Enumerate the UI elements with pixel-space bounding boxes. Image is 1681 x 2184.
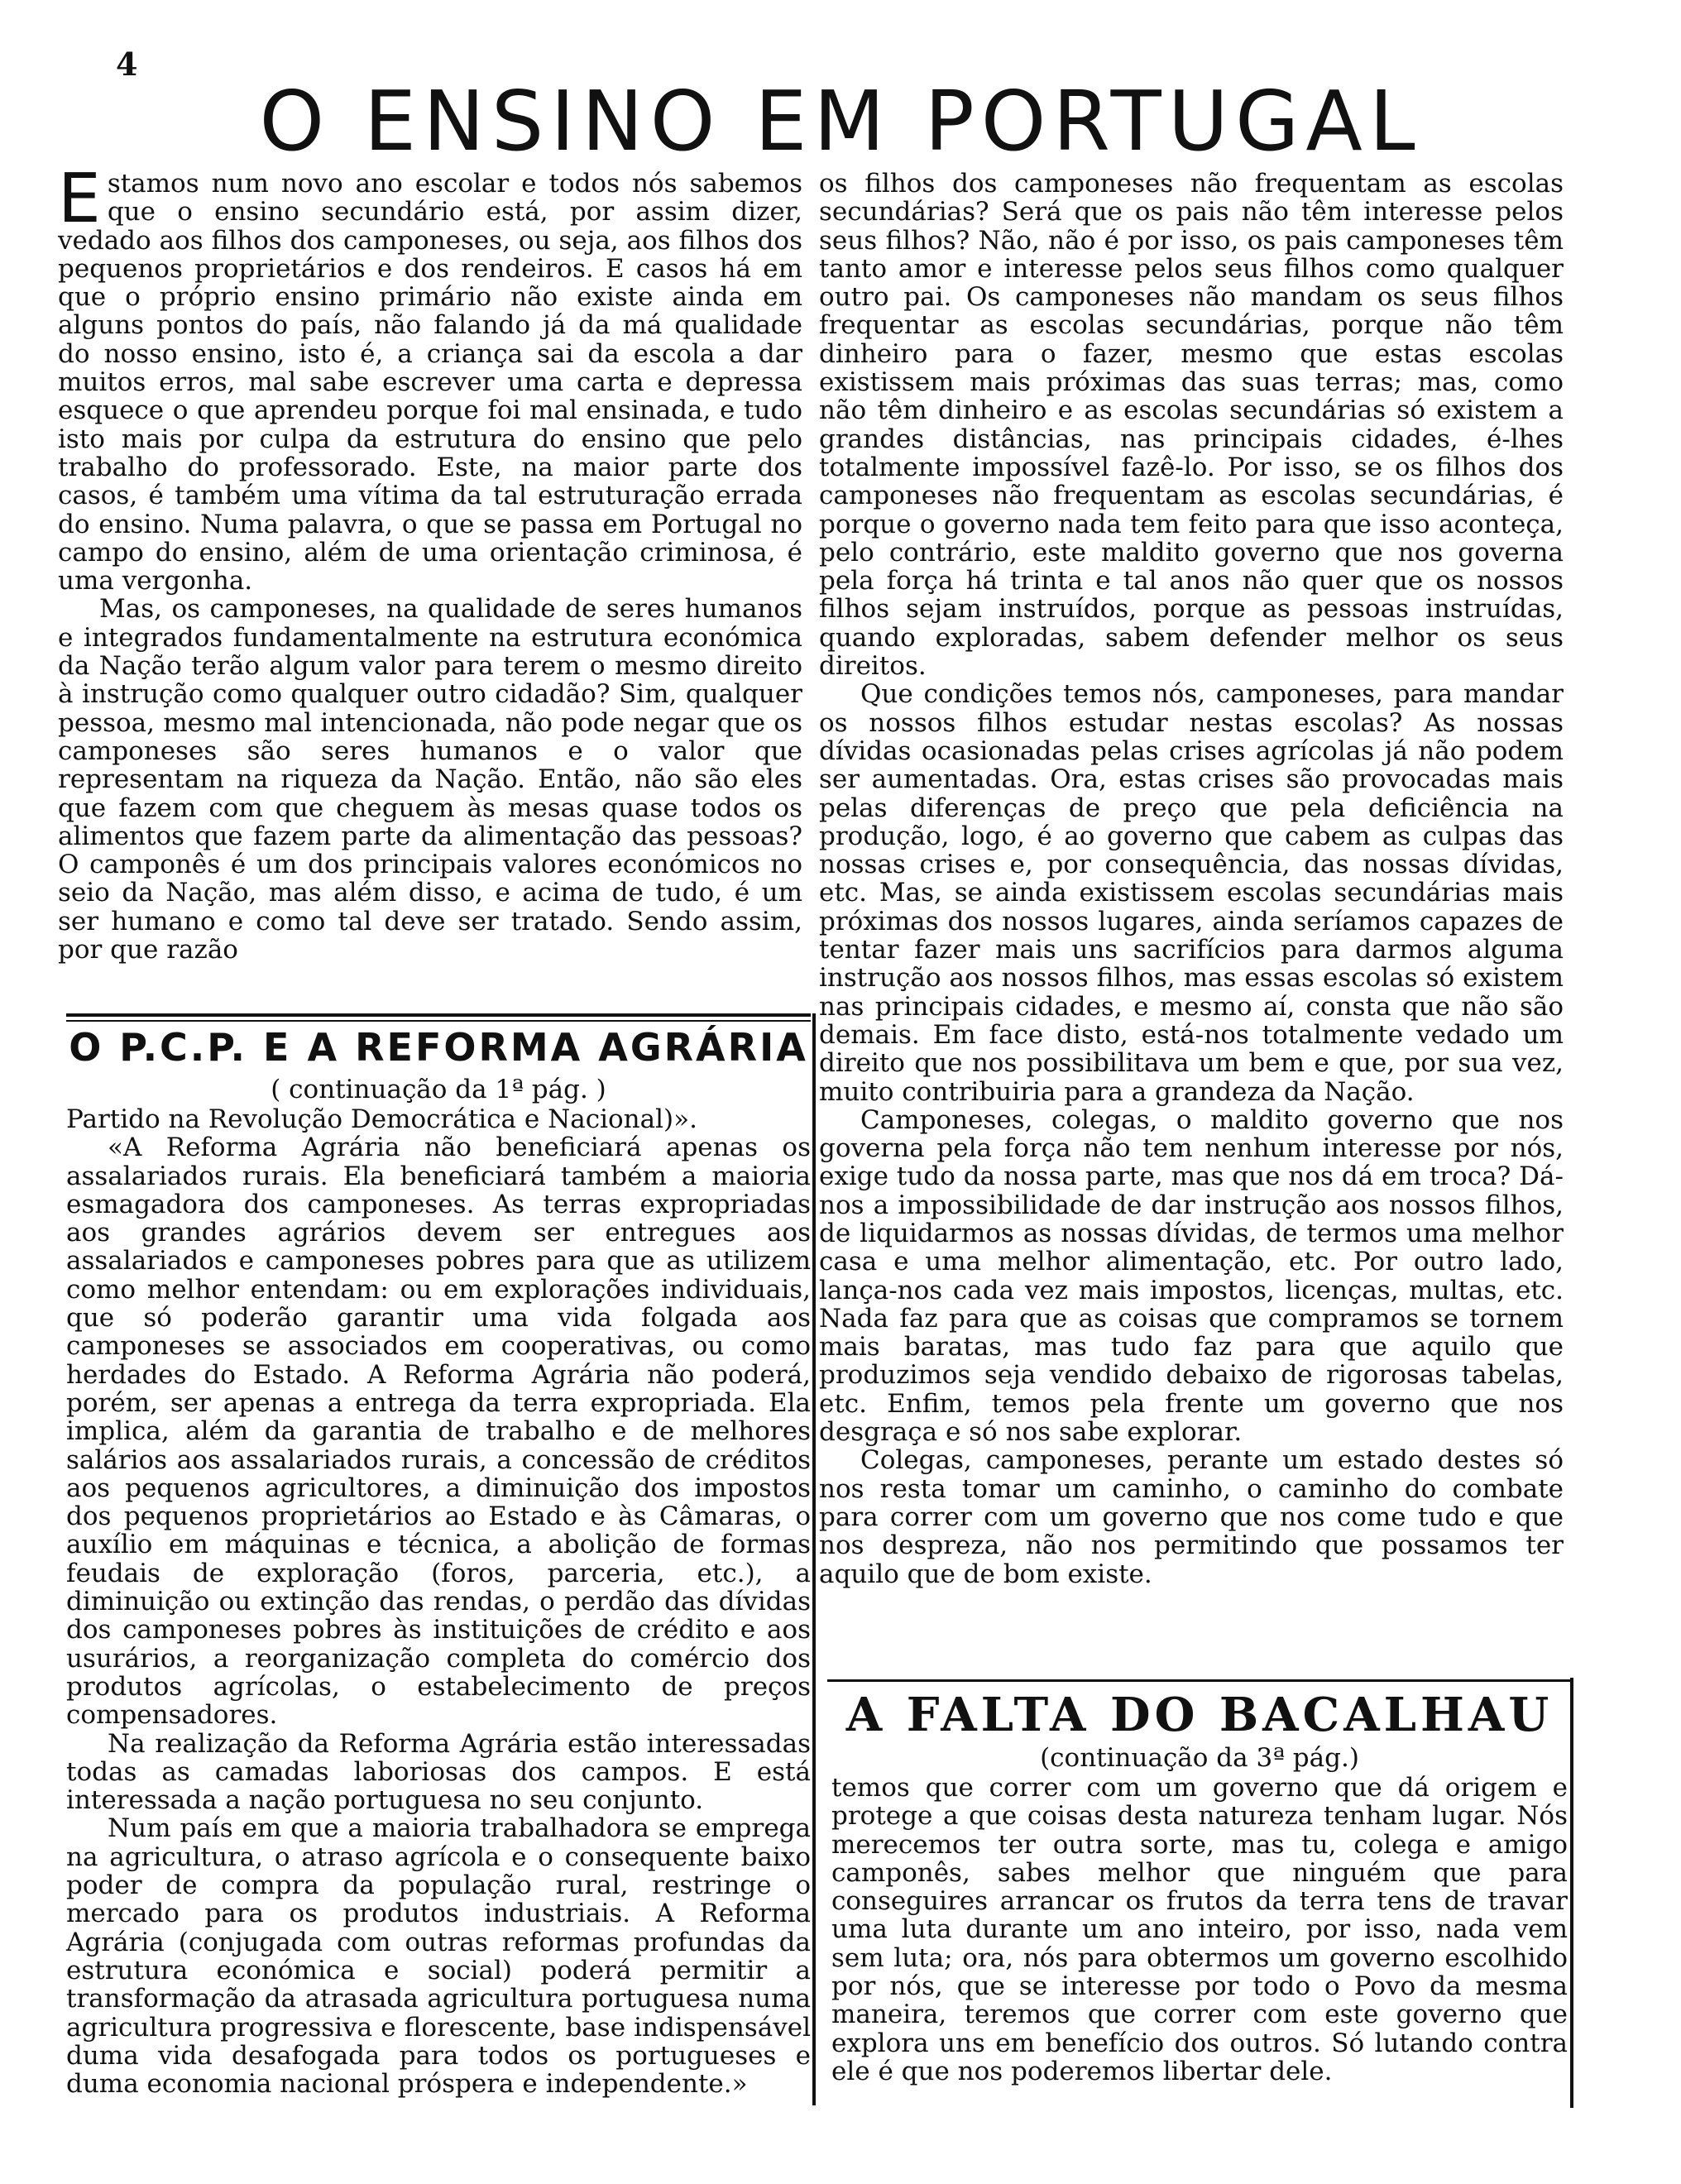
- pcp-paragraph-3: Na realização da Reforma Agrária estão interessadas todas as camadas laboriosas dos campos. E está interessada a nação portuguesa no seu conjunto.: [66, 1728, 811, 1816]
- page-title: O ENSINO EM PORTUGAL: [259, 73, 1422, 170]
- column-rule-right: [1570, 1678, 1573, 2108]
- bacalhau-article-title: A FALTA DO BACALHAU: [845, 1688, 1554, 1742]
- pcp-paragraph-4: Num país em que a maioria trabalhadora se emprega na agricultura, o atraso agrícola e o consequente baixo poder de compra da população rural, restringe o mercado para os produtos industriais. A Reforma Agrária (conjugada com outras reformas profundas da estrutura económica e social) poderá permitir a transformação da atrasada agricultura portuguesa numa agricultura progressiva e florescente, base indispensável duma vida desafogada para todos os portugueses e duma economia nacional próspera e independente.»: [66, 1813, 811, 2100]
- drop-cap: E: [58, 160, 101, 238]
- section-divider-right: [827, 1679, 1572, 1682]
- ensino-paragraph-4: Que condições temos nós, camponeses, para mandar os nossos filhos estudar nestas escolas? As nossas dívidas ocasionadas pelas crises agrícolas já não podem ser aumentadas. Ora, estas crises são provocadas mais pelas diferenças de preço que pela deficiência na produção, logo, é ao governo que cabem as culpas das nossas crises e, por consequência, das nossas dívidas, etc. Mas, se ainda existissem escolas secundárias mais próximas dos nossos lugares, ainda seríamos capazes de tentar fazer mais uns sacrifícios para darmos alguma instrução aos nossos filhos, mas essas escolas só existem nas principais cidades, e mesmo aí, consta que não são demais. Em face disto, está-nos totalmente vedado um direito que nos possibilitava um bem e que, por sua vez, muito contribuiria para a grandeza da Nação.: [819, 679, 1564, 1107]
- ensino-column-left: [58, 160, 802, 965]
- pcp-paragraph-1: Partido na Revolução Democrática e Nacional)».: [66, 1104, 697, 1134]
- ensino-paragraph-6: Colegas, camponeses, perante um estado destes só nos resta tomar um caminho, o caminho do combate para correr com um governo que nos come tudo e que nos despreza, não nos permitindo que possamos ter aquilo que de bom existe.: [819, 1445, 1564, 1589]
- page-number: 4: [116, 46, 138, 83]
- pcp-continuation-note: ( continuação da 1ª pág. ): [271, 1075, 606, 1104]
- ensino-paragraph-5: Camponeses, colegas, o maldito governo que nos governa pela força não tem nenhum interesse por nós, exige tudo da nossa parte, mas que nos dá em troca? Dá-nos a impossibilidade de dar instrução aos nossos filhos, de liquidarmos as nossas dívidas, de termos uma melhor casa e uma melhor alimentação, etc. Por outro lado, lança-nos cada vez mais impostos, licenças, multas, etc. Nada faz para que as coisas que compramos se tornem mais baratas, mas tudo faz para que aquilo que produzimos seja vendido debaixo de rigorosas tabelas, etc. Enfim, temos pela frente um governo que nos desgraça e só nos sabe explorar.: [819, 1104, 1564, 1448]
- ensino-paragraph-1-text: stamos num novo ano escolar e todos nós sabemos que o ensino secundário está, por assim dizer, vedado aos filhos dos camponeses, ou seja, aos filhos dos pequenos proprietários e dos rendeiros. E casos há em que o próprio ensino primário não existe ainda em alguns pontos do país, não falando já da má qualidade do nosso ensino, isto é, a criança sai da escola a dar muitos erros, mal sabe escrever uma carta e depressa esquece o que aprendeu porque foi mal ensinada, e tudo isto mais por culpa da estrutura do ensino que pelo trabalho do professorado. Este, na maior parte dos casos, é também uma vítima da tal estruturação errada do ensino. Numa palavra, o que se passa em Portugal no campo do ensino, além de uma orientação criminosa, é uma vergonha.: [58, 169, 802, 596]
- pcp-article-title: O P.C.P. E A REFORMA AGRÁRIA: [69, 1025, 808, 1070]
- section-divider: [66, 1013, 811, 1017]
- ensino-paragraph-2: Mas, os camponeses, na qualidade de seres humanos e integrados fundamentalmente na estrutura económica da Nação terão algum valor para terem o mesmo direito à instrução como qualquer outro cidadão? Sim, qualquer pessoa, mesmo mal intencionada, não pode negar que os camponeses são seres humanos e o valor que representam na riqueza da Nação. Então, não são eles que fazem com que cheguem às mesas quase todos os alimentos que fazem parte da alimentação das pessoas? O camponês é um dos principais valores económicos no seio da Nação, mas além disso, e acima de tudo, é um ser humano e como tal deve ser tratado. Sendo assim, por que razão: [58, 594, 802, 965]
- pcp-paragraph-2: «A Reforma Agrária não beneficiará apenas os assalariados rurais. Ela beneficiará também a maioria esmagadora dos camponeses. As terras expropriadas aos grandes agrários devem ser entregues aos assalariados e camponeses pobres para que as utilizem como melhor entendam: ou em explorações individuais, que só poderão garantir uma vida folgada aos camponeses se associados em cooperativas, ou como herdades do Estado. A Reforma Agrária não poderá, porém, ser apenas a entrega da terra expropriada. Ela implica, além da garantia de trabalho e de melhores salários aos assalariados rurais, a concessão de créditos aos pequenos agricultores, a diminuição dos impostos dos pequenos proprietários ao Estado e às Câmaras, o auxílio em máquinas e técnica, a abolição de formas feudais de exploração (foros, parceria, etc.), a diminuição ou extinção das rendas, o perdão das dívidas dos camponeses pobres às instituições de crédito e aos usurários, a reorganização completa do comércio dos produtos agrícolas, o estabelecimento de preços compensadores.: [66, 1133, 811, 1731]
- ensino-paragraph-3: os filhos dos camponeses não frequentam as escolas secundárias? Será que os pais não têm interesse pelos seus filhos? Não, não é por isso, os pais camponeses têm tanto amor e interesse pelos seus filhos como qualquer outro pai. Os camponeses não mandam os seus filhos frequentar as escolas secundárias, porque não têm dinheiro para o fazer, mesmo que estas escolas existissem mais próximas das suas terras; mas, como não têm dinheiro e as escolas secundárias só existem a grandes distâncias, nas principais cidades, é-lhes totalmente impossível fazê-lo. Por isso, se os filhos dos camponeses não frequentam as escolas secundárias, é porque o governo nada tem feito para que isso aconteça, pelo contrário, este maldito governo que nos governa pela força há trinta e tal anos não quer que os nossos filhos sejam instruídos, porque as pessoas instruídas, quando exploradas, sabem defender melhor os seus direitos.: [819, 169, 1564, 682]
- section-divider-thin: [66, 1020, 811, 1022]
- ensino-paragraph-1: [58, 160, 802, 596]
- bacalhau-article-body: [831, 1774, 1568, 2086]
- pcp-article-body: [66, 1105, 811, 2098]
- bacalhau-continuation-note: (continuação da 3ª pág.): [1040, 1743, 1359, 1773]
- ensino-column-right: [819, 170, 1564, 1588]
- bacalhau-paragraph-1: temos que correr com um governo que dá origem e protege a que coisas desta natureza tenham lugar. Nós merecemos ter outra sorte, mas tu, colega e amigo camponês, sabes melhor que ninguém que para conseguires arrancar os frutos da terra tens de travar uma luta durante um ano inteiro, por isso, nada vem sem luta; ora, nós para obtermos um governo escolhido por nós, que se interesse por todo o Povo da mesma maneira, teremos que correr com este governo que explora uns em benefício dos outros. Só lutando contra ele é que nos poderemos libertar dele.: [831, 1773, 1568, 2086]
- column-rule: [812, 1013, 816, 2105]
